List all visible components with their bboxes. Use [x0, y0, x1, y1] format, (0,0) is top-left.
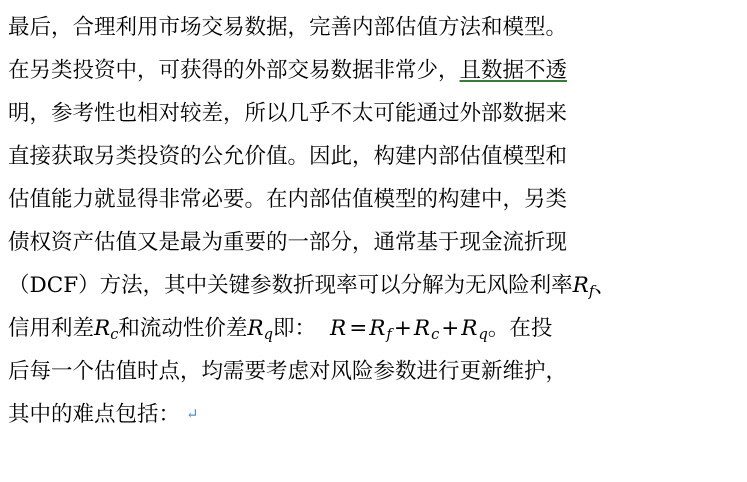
body-paragraph	[8, 6, 733, 436]
text-line-3	[8, 92, 733, 135]
text-line-7	[8, 264, 733, 307]
line-6-text: 债权资产估值又是最为重要的一部分，通常基于现金流折现	[8, 230, 568, 255]
credit-spread-symbol: R	[94, 316, 111, 341]
line-3-text: 明，参考性也相对较差，所以几乎不太可能通过外部数据来	[8, 101, 568, 126]
equation-op-2: +	[441, 316, 460, 341]
equation-term-3: R	[461, 316, 479, 341]
credit-spread-label: 信用利差	[8, 316, 95, 341]
line-8-text: 和流动性价差	[118, 316, 248, 341]
risk-free-rate-symbol: R	[572, 273, 589, 298]
equation-sub-3: q	[478, 326, 488, 344]
line-7-text: （DCF）方法，其中关键参数折现率可以分解为无风险利率	[8, 273, 573, 298]
equation-sub-1: f	[386, 326, 392, 344]
liquidity-premium-subscript: q	[263, 326, 273, 344]
credit-spread-subscript: c	[110, 326, 119, 344]
liquidity-premium-symbol: R	[247, 316, 264, 341]
equation-suffix: 。在投	[487, 316, 553, 341]
punctuation-dunhao: 、	[594, 273, 616, 298]
equation-op-1: +	[393, 316, 412, 341]
text-line-4	[8, 135, 733, 178]
text-line-2	[8, 49, 733, 92]
line-2-text: 在另类投资中，可获得的外部交易数据非常少，	[8, 58, 460, 83]
text-line-5	[8, 178, 733, 221]
line-4-text: 直接获取另类投资的公允价值。因此，构建内部估值模型和	[8, 144, 568, 169]
text-line-8	[8, 307, 733, 350]
equation-prefix: 即：	[272, 316, 316, 341]
text-line-1	[8, 6, 733, 49]
text-line-10	[8, 393, 733, 436]
text-line-9	[8, 350, 733, 393]
equation-op-0: =	[349, 316, 368, 341]
line-5-text: 估值能力就显得非常必要。在内部估值模型的构建中，另类	[8, 187, 568, 212]
risk-free-rate-subscript: f	[588, 283, 595, 301]
line-9-text: 后每一个估值时点，均需要考虑对风险参数进行更新维护，	[8, 359, 568, 384]
equation-term-2: R	[413, 316, 432, 341]
equation-sub-2: c	[431, 326, 440, 344]
underlined-phrase: 且数据不透	[459, 58, 568, 83]
line-10-text: 其中的难点包括：	[8, 402, 181, 427]
equation-term-0: R	[330, 316, 348, 341]
paragraph-mark-icon: ↵	[186, 405, 199, 423]
text-line-6	[8, 221, 733, 264]
equation-term-1: R	[369, 316, 387, 341]
line-1-text: 最后，合理利用市场交易数据，完善内部估值方法和模型。	[8, 15, 568, 40]
